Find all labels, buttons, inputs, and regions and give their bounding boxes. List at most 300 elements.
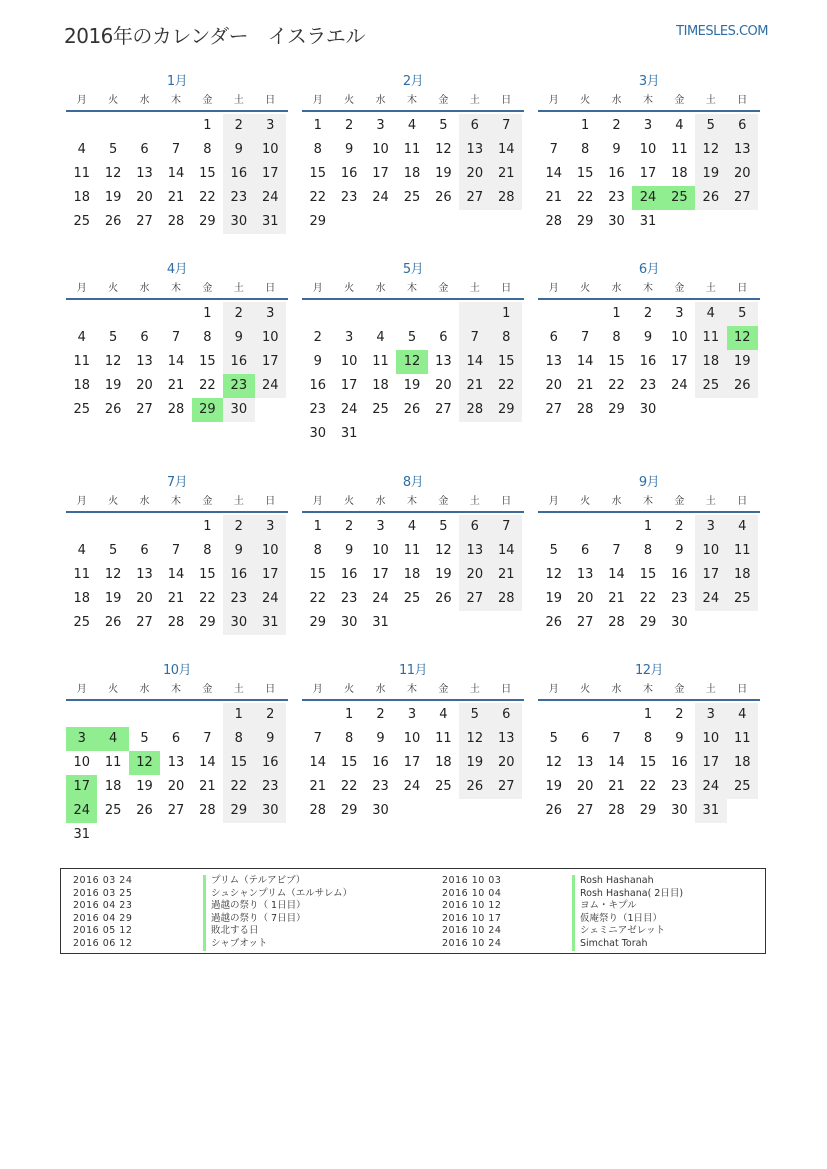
day-cell: 9 — [612, 142, 621, 157]
day-cell: 19 — [727, 350, 758, 374]
day-cell: 17 — [255, 162, 286, 186]
day-cell: 6 — [439, 330, 448, 345]
weekday-label: 金 — [438, 496, 449, 507]
day-cell: 19 — [435, 166, 452, 181]
day-grid — [302, 513, 524, 635]
month-name: 2月 — [402, 74, 424, 89]
day-cell: 10 — [639, 142, 657, 157]
weekday-header — [66, 280, 288, 300]
day-cell: 15 — [223, 751, 254, 775]
weekday-header — [66, 92, 288, 112]
weekday-label: 日 — [501, 684, 512, 695]
legend-holiday-name: シュシャンプリム（エルサレム） — [203, 888, 352, 901]
day-cell: 28 — [167, 402, 185, 417]
day-cell: 14 — [576, 354, 594, 369]
day-cell: 28 — [576, 402, 594, 417]
month-4 — [66, 260, 288, 422]
weekday-label: 月 — [76, 95, 87, 106]
day-cell: 30 — [223, 210, 254, 234]
day-cell: 31 — [639, 214, 657, 229]
day-cell: 22 — [608, 378, 625, 393]
day-holiday: 29 — [192, 398, 223, 422]
day-cell: 21 — [576, 378, 594, 393]
month-name: 12月 — [634, 663, 664, 678]
weekday-label: 火 — [108, 684, 119, 695]
day-cell: 21 — [167, 378, 185, 393]
day-cell: 11 — [671, 142, 688, 157]
day-cell: 9 — [675, 731, 684, 746]
day-cell: 24 — [372, 591, 389, 606]
weekday-label: 火 — [580, 95, 591, 106]
day-cell: 5 — [108, 142, 118, 157]
day-cell: 10 — [255, 326, 286, 350]
weekday-label: 土 — [233, 283, 244, 294]
weekday-label: 火 — [344, 496, 355, 507]
day-cell: 5 — [459, 703, 490, 727]
day-cell: 8 — [313, 142, 322, 157]
day-cell: 26 — [104, 214, 122, 229]
legend-date: 2016 10 17 — [442, 912, 502, 924]
month-8 — [302, 473, 524, 635]
day-cell: 2 — [675, 707, 684, 722]
day-cell: 27 — [545, 402, 562, 417]
day-cell: 8 — [203, 543, 212, 558]
month-name: 1月 — [166, 74, 188, 89]
day-empty — [192, 703, 223, 727]
day-empty — [97, 114, 128, 138]
day-cell: 29 — [576, 214, 594, 229]
day-cell: 29 — [223, 799, 254, 823]
weekday-header — [302, 681, 524, 701]
day-cell: 14 — [309, 755, 326, 770]
day-cell: 19 — [136, 779, 153, 794]
day-cell: 2 — [612, 118, 621, 133]
legend-holiday-name: シャブオット — [203, 938, 267, 951]
weekday-label: 金 — [438, 283, 449, 294]
day-cell: 8 — [313, 543, 322, 558]
day-cell: 5 — [108, 543, 118, 558]
day-cell: 16 — [309, 378, 326, 393]
day-cell: 30 — [671, 803, 688, 818]
day-cell: 1 — [203, 118, 212, 133]
day-cell: 18 — [435, 755, 452, 770]
weekday-header — [302, 92, 524, 112]
day-cell: 14 — [608, 567, 625, 582]
day-cell: 30 — [639, 402, 657, 417]
day-cell: 25 — [73, 214, 90, 229]
day-cell: 3 — [255, 515, 286, 539]
day-cell: 3 — [695, 703, 726, 727]
day-empty — [569, 703, 600, 727]
weekday-label: 日 — [737, 684, 748, 695]
day-cell: 2 — [313, 330, 322, 345]
day-cell: 11 — [73, 567, 90, 582]
weekday-label: 月 — [548, 283, 559, 294]
day-grid — [538, 513, 760, 635]
month-name: 10月 — [162, 663, 192, 678]
weekday-label: 水 — [139, 496, 150, 507]
day-cell: 1 — [223, 703, 254, 727]
day-cell: 29 — [199, 615, 216, 630]
day-cell: 7 — [491, 114, 522, 138]
day-cell: 31 — [695, 799, 726, 823]
weekday-label: 月 — [548, 95, 559, 106]
day-cell: 28 — [608, 803, 625, 818]
day-grid — [302, 701, 524, 823]
weekday-label: 木 — [642, 95, 653, 106]
weekday-label: 金 — [674, 283, 685, 294]
day-cell: 8 — [203, 330, 212, 345]
day-cell: 21 — [545, 190, 562, 205]
day-empty — [129, 515, 160, 539]
day-cell: 16 — [223, 162, 254, 186]
day-cell: 1 — [612, 306, 621, 321]
day-cell: 5 — [140, 731, 149, 746]
day-cell: 26 — [727, 374, 758, 398]
legend-date: 2016 03 24 — [73, 875, 133, 886]
day-cell: 25 — [403, 591, 421, 606]
day-cell: 7 — [491, 515, 522, 539]
day-cell: 27 — [435, 402, 452, 417]
weekday-label: 土 — [705, 684, 716, 695]
day-cell: 18 — [73, 591, 90, 606]
day-cell: 19 — [104, 378, 122, 393]
legend-date: 2016 10 12 — [442, 900, 502, 912]
day-cell: 30 — [223, 611, 254, 635]
day-cell: 27 — [576, 615, 594, 630]
day-empty — [396, 302, 427, 326]
weekday-header — [538, 92, 760, 112]
day-cell: 4 — [727, 703, 758, 727]
day-cell: 23 — [372, 779, 389, 794]
day-cell: 23 — [608, 190, 625, 205]
day-cell: 10 — [255, 539, 286, 563]
day-cell: 20 — [459, 563, 490, 587]
day-cell: 9 — [223, 326, 254, 350]
day-cell: 11 — [73, 166, 90, 181]
day-cell: 26 — [435, 591, 452, 606]
day-cell: 10 — [695, 539, 726, 563]
weekday-label: 火 — [344, 95, 355, 106]
day-grid — [538, 112, 760, 234]
day-cell: 12 — [545, 755, 562, 770]
month-name: 5月 — [402, 262, 424, 277]
day-cell: 13 — [727, 138, 758, 162]
day-cell: 18 — [73, 378, 90, 393]
day-cell: 4 — [727, 515, 758, 539]
legend-date: 2016 10 24 — [442, 937, 502, 949]
day-holiday: 24 — [66, 799, 97, 823]
day-empty — [601, 703, 632, 727]
day-cell: 25 — [695, 374, 726, 398]
weekday-label: 木 — [406, 95, 417, 106]
day-cell: 28 — [491, 186, 522, 210]
weekday-header — [538, 681, 760, 701]
weekday-label: 金 — [674, 95, 685, 106]
day-cell: 12 — [104, 166, 122, 181]
weekday-label: 金 — [438, 95, 449, 106]
weekday-label: 土 — [705, 95, 716, 106]
day-cell: 2 — [223, 114, 254, 138]
weekday-label: 木 — [170, 496, 181, 507]
day-cell: 4 — [675, 118, 684, 133]
day-cell: 7 — [612, 543, 621, 558]
weekday-label: 日 — [501, 283, 512, 294]
weekday-label: 木 — [406, 496, 417, 507]
day-cell: 23 — [639, 378, 657, 393]
day-cell: 6 — [171, 731, 181, 746]
day-cell: 27 — [459, 587, 490, 611]
day-cell: 2 — [675, 519, 684, 534]
day-cell: 18 — [104, 779, 122, 794]
legend-holiday-name: 過越の祭り（ 7日目） — [203, 913, 306, 926]
weekday-label: 日 — [501, 95, 512, 106]
day-cell: 27 — [576, 803, 594, 818]
day-cell: 7 — [171, 330, 181, 345]
day-cell: 5 — [439, 118, 448, 133]
legend-holiday-name: Rosh Hashanah — [572, 875, 654, 888]
weekday-label: 金 — [438, 684, 449, 695]
day-cell: 6 — [580, 543, 590, 558]
weekday-label: 木 — [406, 283, 417, 294]
day-cell: 11 — [372, 354, 389, 369]
day-cell: 7 — [580, 330, 590, 345]
day-cell: 30 — [671, 615, 688, 630]
page-title: 2016年のカレンダー イスラエル — [64, 24, 365, 48]
day-cell: 23 — [671, 591, 688, 606]
weekday-header — [302, 493, 524, 513]
weekday-label: 木 — [642, 496, 653, 507]
day-cell: 27 — [491, 775, 522, 799]
day-grid — [66, 701, 288, 847]
weekday-label: 木 — [406, 684, 417, 695]
day-cell: 21 — [167, 591, 185, 606]
day-cell: 17 — [695, 563, 726, 587]
day-cell: 8 — [223, 727, 254, 751]
weekday-label: 月 — [76, 283, 87, 294]
day-empty — [428, 302, 459, 326]
day-cell: 12 — [104, 354, 122, 369]
day-cell: 18 — [403, 567, 421, 582]
month-11 — [302, 661, 524, 823]
day-cell: 1 — [580, 118, 590, 133]
day-cell: 25 — [73, 615, 90, 630]
weekday-label: 金 — [202, 95, 213, 106]
day-cell: 25 — [403, 190, 421, 205]
day-cell: 23 — [340, 190, 358, 205]
day-empty — [538, 114, 569, 138]
month-10 — [66, 661, 288, 847]
day-empty — [160, 515, 191, 539]
day-cell: 26 — [545, 803, 562, 818]
day-cell: 30 — [309, 426, 326, 441]
day-cell: 30 — [372, 803, 389, 818]
legend-row — [73, 888, 352, 901]
legend-row — [442, 913, 683, 926]
legend-holiday-name: Rosh Hashana( 2日目) — [572, 888, 683, 901]
legend-date: 2016 10 24 — [442, 925, 502, 937]
day-cell: 25 — [435, 779, 452, 794]
weekday-label: 日 — [737, 95, 748, 106]
day-cell: 25 — [372, 402, 389, 417]
day-cell: 5 — [695, 114, 726, 138]
day-cell: 22 — [639, 591, 657, 606]
weekday-header — [302, 280, 524, 300]
day-cell: 31 — [73, 827, 90, 842]
day-cell: 29 — [309, 615, 326, 630]
weekday-label: 火 — [580, 684, 591, 695]
legend-date: 2016 04 23 — [73, 900, 133, 912]
day-empty — [66, 114, 97, 138]
day-cell: 20 — [576, 779, 594, 794]
day-cell: 21 — [199, 779, 216, 794]
day-cell: 23 — [671, 779, 688, 794]
day-cell: 4 — [77, 543, 86, 558]
day-cell: 20 — [459, 162, 490, 186]
legend-date: 2016 06 12 — [73, 937, 133, 949]
day-cell: 26 — [545, 615, 562, 630]
day-empty — [160, 114, 191, 138]
day-empty — [538, 515, 569, 539]
day-cell: 13 — [136, 354, 153, 369]
day-cell: 13 — [545, 354, 562, 369]
day-cell: 25 — [104, 803, 122, 818]
day-cell: 16 — [223, 350, 254, 374]
legend-row — [442, 938, 683, 951]
day-cell: 26 — [459, 775, 490, 799]
day-cell: 7 — [612, 731, 621, 746]
day-cell: 16 — [608, 166, 625, 181]
day-cell: 12 — [459, 727, 490, 751]
day-cell: 9 — [643, 330, 653, 345]
weekday-label: 土 — [469, 496, 480, 507]
weekday-label: 土 — [469, 684, 480, 695]
day-cell: 9 — [376, 731, 385, 746]
day-cell: 14 — [167, 567, 185, 582]
day-cell: 6 — [549, 330, 558, 345]
legend-holiday-name: ヨム・キプル — [572, 900, 637, 913]
day-cell: 17 — [639, 166, 657, 181]
day-cell: 21 — [491, 563, 522, 587]
month-name: 9月 — [638, 475, 660, 490]
weekday-label: 水 — [611, 684, 622, 695]
day-cell: 9 — [675, 543, 684, 558]
month-name: 4月 — [166, 262, 188, 277]
day-cell: 11 — [727, 727, 758, 751]
day-cell: 10 — [372, 543, 389, 558]
weekday-label: 土 — [233, 684, 244, 695]
day-cell: 24 — [695, 775, 726, 799]
month-name: 8月 — [402, 475, 424, 490]
day-cell: 7 — [313, 731, 322, 746]
weekday-label: 月 — [312, 496, 323, 507]
month-1 — [66, 72, 288, 234]
day-cell: 28 — [167, 615, 185, 630]
legend-column-left — [73, 875, 352, 951]
day-cell: 7 — [549, 142, 558, 157]
day-cell: 21 — [608, 779, 625, 794]
day-cell: 30 — [340, 615, 358, 630]
weekday-label: 月 — [548, 684, 559, 695]
day-cell: 9 — [255, 727, 286, 751]
day-cell: 3 — [643, 118, 653, 133]
day-cell: 15 — [340, 755, 358, 770]
legend-holiday-name: 仮庵祭り（1日目） — [572, 913, 662, 926]
day-cell: 22 — [199, 378, 216, 393]
month-9 — [538, 473, 760, 635]
day-cell: 11 — [695, 326, 726, 350]
day-cell: 5 — [549, 731, 558, 746]
day-cell: 13 — [136, 567, 153, 582]
day-cell: 9 — [313, 354, 322, 369]
weekday-label: 月 — [76, 684, 87, 695]
day-cell: 4 — [439, 707, 448, 722]
legend-row — [442, 888, 683, 901]
day-empty — [333, 302, 364, 326]
day-cell: 11 — [435, 731, 452, 746]
weekday-label: 水 — [611, 95, 622, 106]
day-empty — [129, 703, 160, 727]
day-cell: 10 — [671, 330, 688, 345]
day-cell: 28 — [545, 214, 562, 229]
day-cell: 31 — [372, 615, 389, 630]
day-empty — [538, 703, 569, 727]
weekday-label: 日 — [265, 283, 276, 294]
day-holiday: 24 — [632, 186, 663, 210]
day-cell: 6 — [580, 731, 590, 746]
day-cell: 4 — [695, 302, 726, 326]
day-grid — [66, 112, 288, 234]
day-cell: 16 — [372, 755, 389, 770]
brand-logo[interactable]: TIMESLES.COM — [676, 24, 768, 39]
legend-date: 2016 10 04 — [442, 887, 502, 899]
day-cell: 22 — [309, 591, 326, 606]
day-grid — [302, 300, 524, 446]
weekday-label: 水 — [375, 95, 386, 106]
day-cell: 2 — [223, 515, 254, 539]
day-cell: 28 — [491, 587, 522, 611]
day-cell: 14 — [608, 755, 625, 770]
weekday-header — [538, 493, 760, 513]
weekday-label: 土 — [705, 283, 716, 294]
day-cell: 13 — [167, 755, 185, 770]
day-cell: 16 — [255, 751, 286, 775]
day-cell: 14 — [491, 138, 522, 162]
day-cell: 20 — [727, 162, 758, 186]
day-cell: 17 — [671, 354, 688, 369]
day-cell: 29 — [639, 615, 657, 630]
weekday-label: 木 — [642, 283, 653, 294]
weekday-label: 水 — [375, 684, 386, 695]
weekday-label: 月 — [312, 283, 323, 294]
legend-holiday-name: プリム（テルアビブ） — [203, 875, 305, 888]
day-cell: 22 — [340, 779, 358, 794]
month-name: 7月 — [166, 475, 188, 490]
day-cell: 19 — [459, 751, 490, 775]
day-cell: 16 — [671, 755, 688, 770]
day-cell: 28 — [608, 615, 625, 630]
day-cell: 19 — [104, 190, 122, 205]
day-cell: 24 — [340, 402, 358, 417]
day-cell: 20 — [435, 378, 452, 393]
day-cell: 5 — [727, 302, 758, 326]
day-cell: 27 — [136, 214, 153, 229]
day-grid — [538, 300, 760, 422]
day-cell: 28 — [167, 214, 185, 229]
day-cell: 15 — [639, 755, 657, 770]
day-cell: 23 — [309, 402, 326, 417]
day-cell: 26 — [435, 190, 452, 205]
